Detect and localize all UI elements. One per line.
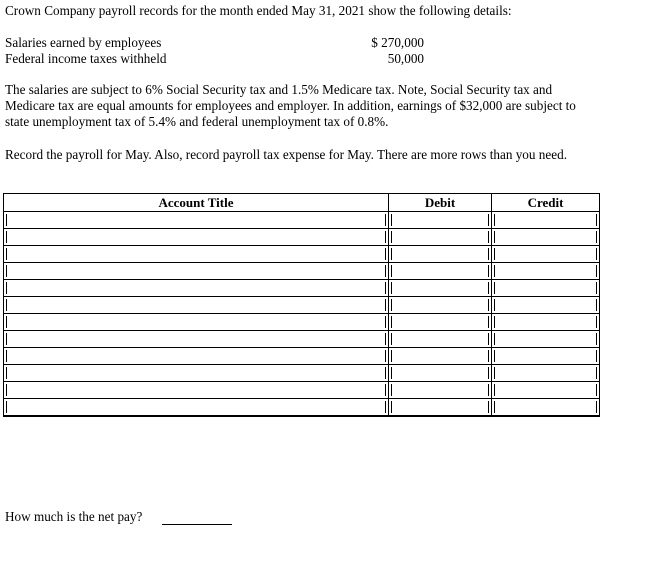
answer-box[interactable] (494, 282, 597, 294)
answer-box[interactable] (6, 299, 386, 311)
answer-box[interactable] (391, 231, 489, 243)
credit-cell[interactable] (492, 263, 600, 280)
answer-box[interactable] (391, 282, 489, 294)
credit-cell[interactable] (492, 280, 600, 297)
answer-box[interactable] (494, 384, 597, 396)
account-title-cell[interactable] (4, 297, 389, 314)
answer-box[interactable] (391, 367, 489, 379)
table-row (4, 399, 600, 417)
answer-box[interactable] (494, 214, 597, 226)
credit-cell[interactable] (492, 212, 600, 229)
table-row (4, 382, 600, 399)
answer-box[interactable] (494, 350, 597, 362)
paragraph-line-2: Medicare tax are equal amounts for employees and employer. In addition, earnings of $32,000 are subject to (5, 98, 576, 113)
table-row (4, 331, 600, 348)
account-title-cell[interactable] (4, 280, 389, 297)
credit-cell[interactable] (492, 314, 600, 331)
credit-cell[interactable] (492, 382, 600, 399)
credit-header: Credit (492, 194, 600, 212)
detail-label-federal-tax: Federal income taxes withheld (5, 51, 167, 66)
debit-cell[interactable] (389, 399, 492, 417)
paragraph-line-1: The salaries are subject to 6% Social Security tax and 1.5% Medicare tax. Note, Social Security tax and (5, 82, 553, 97)
account-title-cell[interactable] (4, 348, 389, 365)
answer-box[interactable] (494, 401, 597, 413)
journal-entry-table (3, 193, 600, 417)
debit-cell[interactable] (389, 212, 492, 229)
table-row (4, 263, 600, 280)
credit-cell[interactable] (492, 297, 600, 314)
debit-header: Debit (389, 194, 492, 212)
detail-label-salaries: Salaries earned by employees (5, 35, 162, 50)
account-title-header: Account Title (4, 194, 389, 212)
answer-box[interactable] (391, 350, 489, 362)
credit-cell[interactable] (492, 348, 600, 365)
answer-box[interactable] (391, 333, 489, 345)
account-title-cell[interactable] (4, 399, 389, 417)
answer-box[interactable] (391, 401, 489, 413)
table-row (4, 212, 600, 229)
account-title-cell[interactable] (4, 365, 389, 382)
account-title-cell[interactable] (4, 314, 389, 331)
answer-box[interactable] (391, 214, 489, 226)
table-row (4, 365, 600, 382)
answer-box[interactable] (6, 384, 386, 396)
intro-text: Crown Company payroll records for the month ended May 31, 2021 show the following details: (5, 3, 512, 18)
answer-box[interactable] (391, 316, 489, 328)
answer-box[interactable] (6, 316, 386, 328)
net-pay-question: How much is the net pay? (5, 509, 143, 524)
credit-cell[interactable] (492, 246, 600, 263)
debit-cell[interactable] (389, 382, 492, 399)
debit-cell[interactable] (389, 297, 492, 314)
answer-box[interactable] (6, 248, 386, 260)
answer-box[interactable] (391, 248, 489, 260)
credit-cell[interactable] (492, 229, 600, 246)
answer-box[interactable] (6, 401, 386, 413)
answer-box[interactable] (6, 333, 386, 345)
paragraph-line-3: state unemployment tax of 5.4% and federal unemployment tax of 0.8%. (5, 114, 389, 129)
answer-box[interactable] (494, 367, 597, 379)
table-row (4, 229, 600, 246)
answer-box[interactable] (391, 299, 489, 311)
table-row (4, 314, 600, 331)
detail-amount-federal-tax: 50,000 (387, 51, 424, 66)
debit-cell[interactable] (389, 246, 492, 263)
account-title-cell[interactable] (4, 229, 389, 246)
answer-box[interactable] (494, 299, 597, 311)
answer-box[interactable] (391, 384, 489, 396)
table-row (4, 297, 600, 314)
answer-box[interactable] (6, 350, 386, 362)
debit-cell[interactable] (389, 263, 492, 280)
answer-box[interactable] (494, 248, 597, 260)
answer-box[interactable] (494, 333, 597, 345)
debit-cell[interactable] (389, 280, 492, 297)
journal-header-row (4, 194, 600, 212)
detail-amount-salaries: $ 270,000 (371, 35, 424, 50)
answer-box[interactable] (494, 231, 597, 243)
answer-box[interactable] (6, 214, 386, 226)
account-title-cell[interactable] (4, 246, 389, 263)
answer-box[interactable] (6, 367, 386, 379)
debit-cell[interactable] (389, 229, 492, 246)
table-row (4, 348, 600, 365)
answer-box[interactable] (6, 265, 386, 277)
net-pay-answer-blank[interactable] (162, 523, 232, 525)
credit-cell[interactable] (492, 331, 600, 348)
answer-box[interactable] (6, 231, 386, 243)
answer-box[interactable] (391, 265, 489, 277)
answer-box[interactable] (494, 265, 597, 277)
credit-cell[interactable] (492, 399, 600, 417)
table-row (4, 280, 600, 297)
debit-cell[interactable] (389, 348, 492, 365)
table-row (4, 246, 600, 263)
debit-cell[interactable] (389, 331, 492, 348)
credit-cell[interactable] (492, 365, 600, 382)
account-title-cell[interactable] (4, 331, 389, 348)
answer-box[interactable] (6, 282, 386, 294)
account-title-cell[interactable] (4, 212, 389, 229)
debit-cell[interactable] (389, 365, 492, 382)
answer-box[interactable] (494, 316, 597, 328)
account-title-cell[interactable] (4, 263, 389, 280)
account-title-cell[interactable] (4, 382, 389, 399)
debit-cell[interactable] (389, 314, 492, 331)
instruction-text: Record the payroll for May. Also, record payroll tax expense for May. There are more rows than you need. (5, 147, 567, 162)
